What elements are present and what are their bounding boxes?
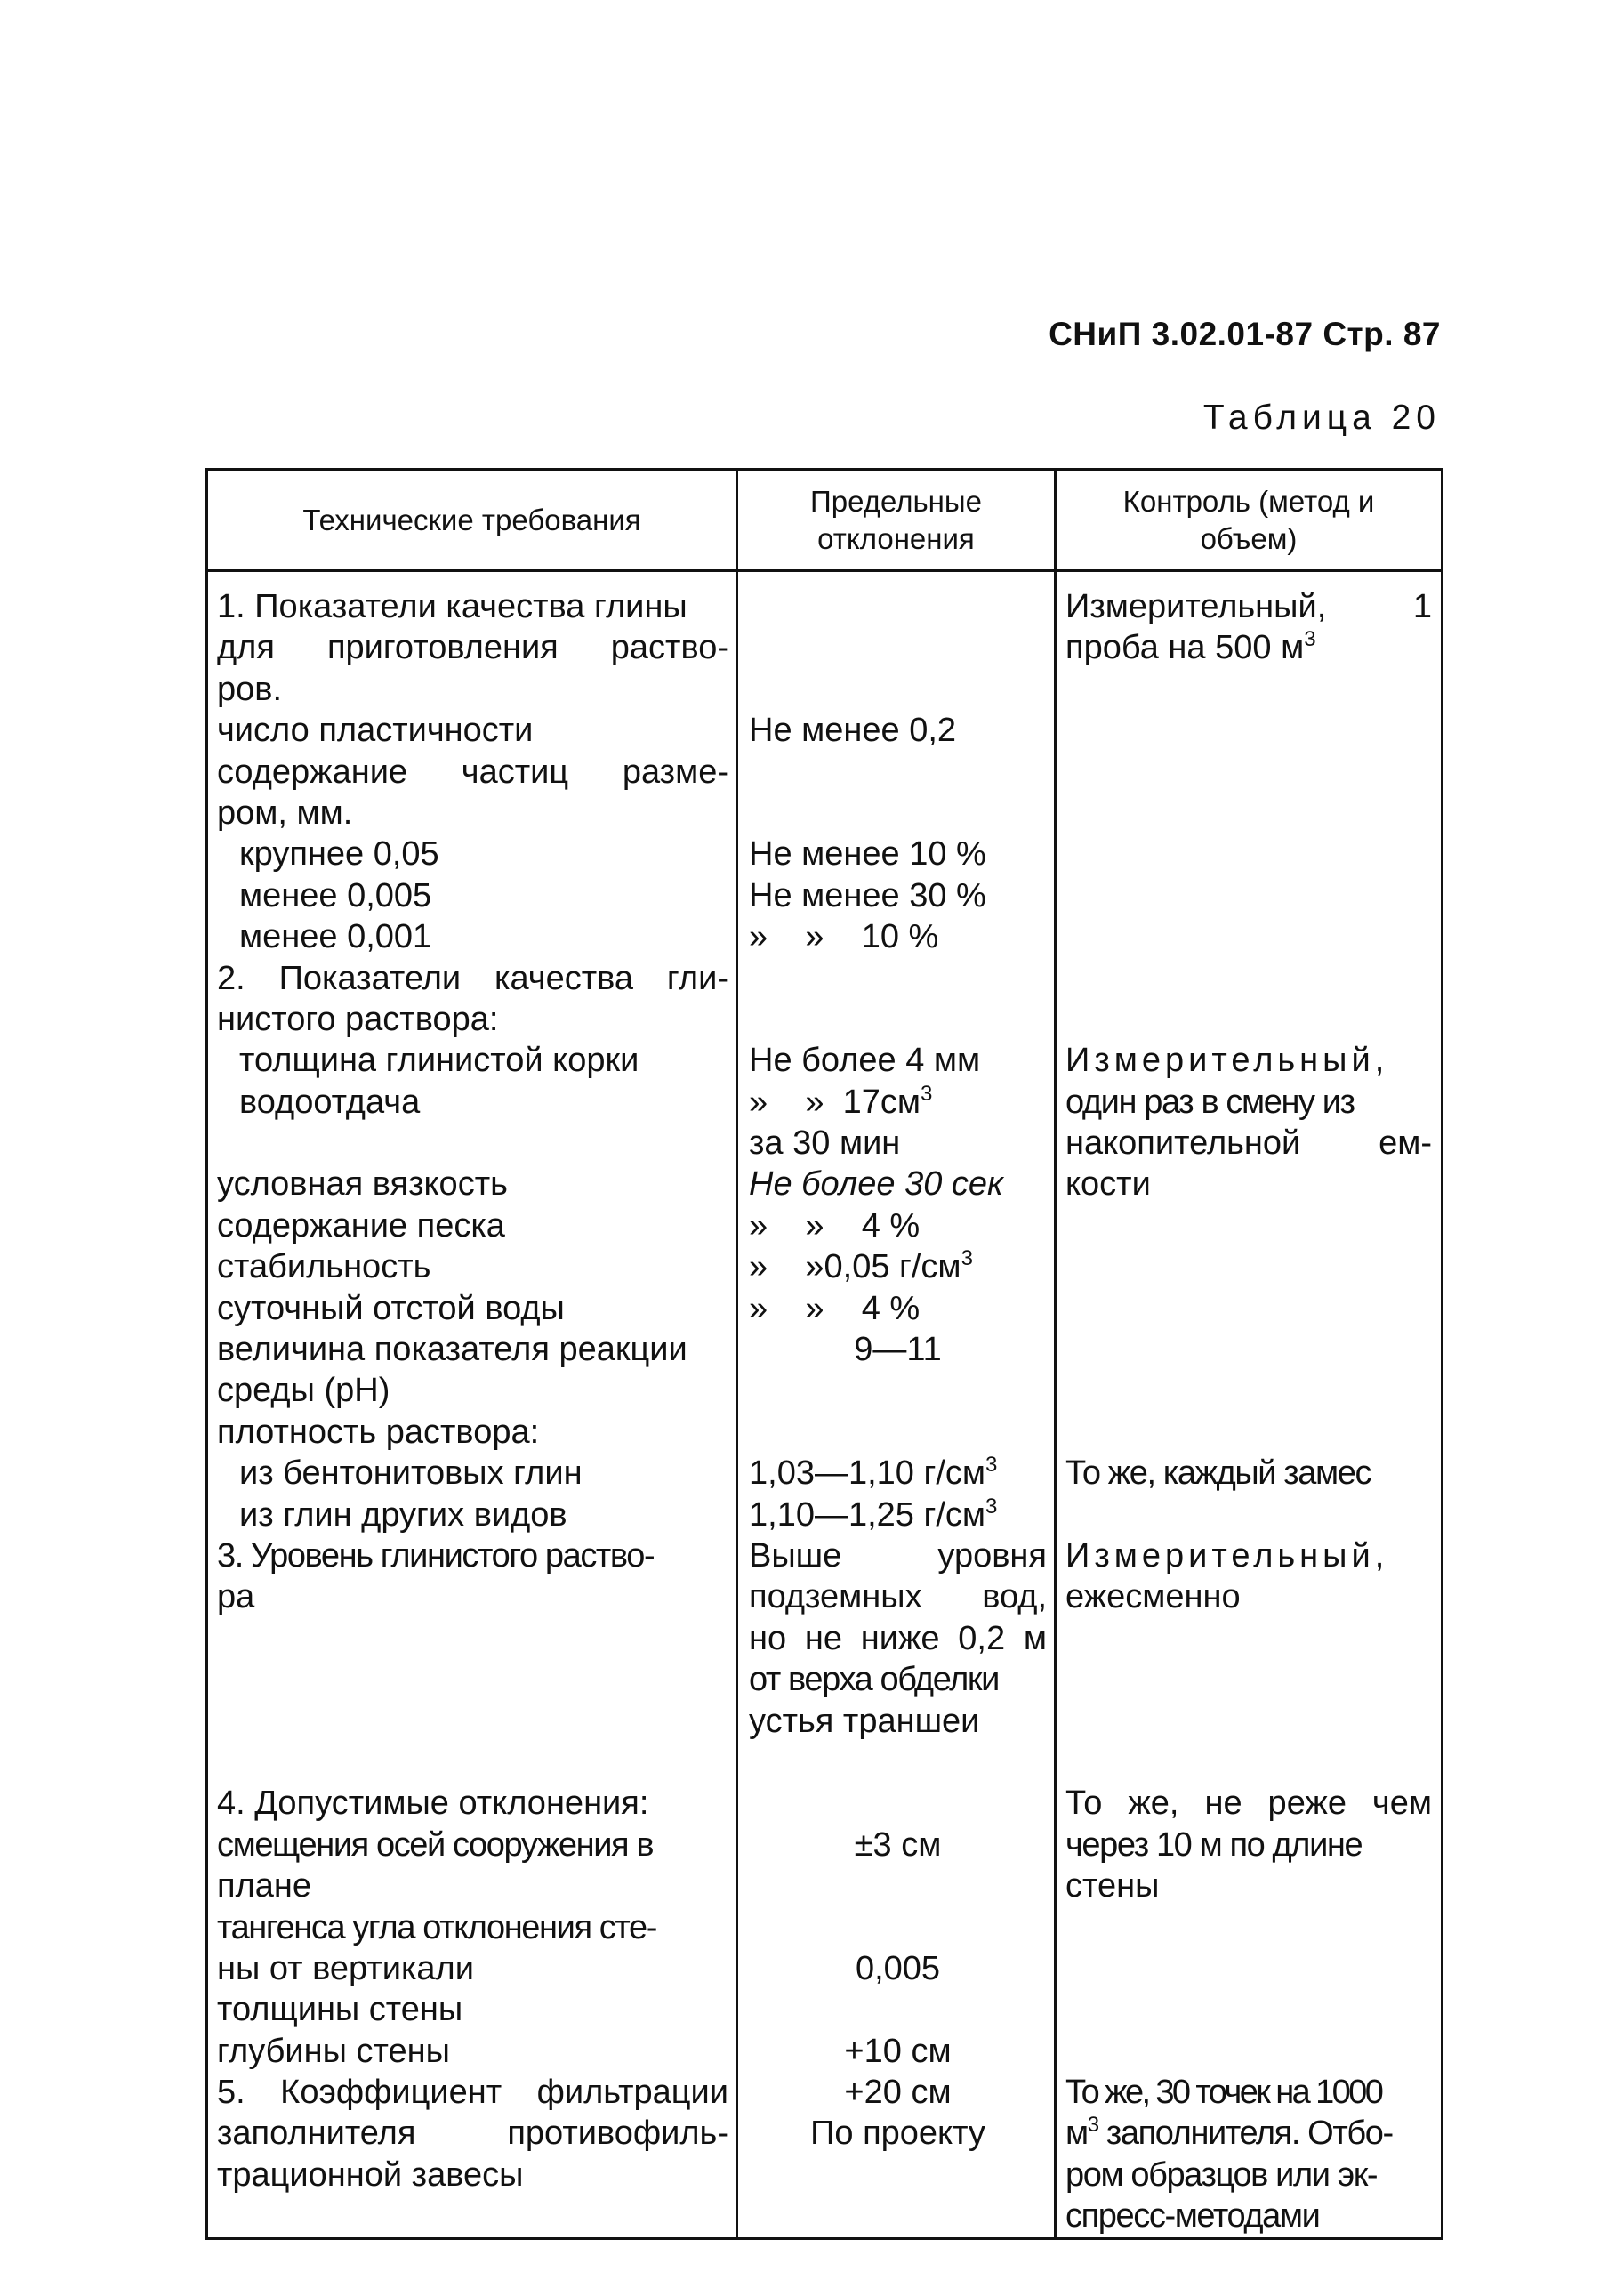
dev-line: подземных вод,: [749, 1578, 1047, 1616]
req-line: трационной завесы: [217, 2155, 524, 2194]
req-line: менее 0,005: [239, 876, 432, 914]
req-line: содержание песка: [217, 1206, 505, 1245]
dev-line: [749, 2155, 1047, 2195]
dev-line: [749, 669, 1047, 710]
req-line: [217, 1123, 728, 1164]
ctrl-line: накопительной ем-: [1065, 1124, 1432, 1163]
ctrl-line: стены: [1065, 1867, 1160, 1905]
ctrl-line: через 10 м по длине: [1065, 1825, 1363, 1864]
ctrl-line: [1065, 1370, 1432, 1411]
req-line: [217, 1742, 728, 1783]
superscript-three: 3: [985, 1494, 998, 1519]
dev-line: Выше уровня: [749, 1536, 1047, 1575]
req-line: глубины стены: [217, 2032, 450, 2070]
dev-line: По проекту: [810, 2115, 985, 2153]
dev-line: Не менее 30 %: [749, 876, 986, 914]
column-deviations: [737, 571, 1056, 2239]
superscript-three: 3: [1087, 2113, 1098, 2138]
dev-line: » » 10 %: [749, 918, 939, 956]
req-line: смещения осей сооружения в: [217, 1825, 654, 1864]
req-line: водоотдача: [239, 1083, 421, 1121]
ctrl-line: [1065, 834, 1432, 874]
dev-line: Не менее 0,2: [749, 712, 957, 750]
column-header-control: [1056, 470, 1443, 571]
ctrl-line: [1065, 1701, 1432, 1742]
req-line: [217, 1618, 728, 1659]
req-line: число пластичности: [217, 712, 534, 750]
dev-line: [749, 627, 1047, 668]
ctrl-line: [1065, 1618, 1432, 1659]
dev-line: +20 см: [844, 2074, 952, 2112]
req-line: 3. Уровень глинистого раство-: [217, 1536, 655, 1575]
req-line: заполнителя противофиль-: [217, 2115, 728, 2153]
dev-line: 1,03—1,10 $г/см^3$: [749, 1453, 998, 1493]
ctrl-line: кости: [1065, 1165, 1151, 1204]
ctrl-line: [1065, 1907, 1432, 1948]
dev-line: » » 4 %: [749, 1289, 921, 1327]
req-line: крупнее 0,05: [239, 835, 439, 874]
ctrl-line: [1065, 1246, 1432, 1287]
ctrl-line: ежесменно: [1065, 1578, 1241, 1616]
ctrl-line: Измерительный, 1: [1065, 588, 1432, 625]
dev-line: [749, 999, 1047, 1040]
ctrl-line: ром образцов или эк-: [1065, 2155, 1378, 2194]
ctrl-line: [1065, 1288, 1432, 1329]
dev-line: Не менее 10 %: [749, 835, 986, 874]
column-control: [1056, 571, 1443, 2239]
req-line: нистого раствора:: [217, 1000, 499, 1038]
dev-line: [749, 1742, 1047, 1783]
ctrl-line: [1065, 1329, 1432, 1370]
ctrl-line: То же, каждый замес: [1065, 1454, 1371, 1493]
ctrl-line: [1065, 1948, 1432, 1989]
dev-line: [749, 586, 1047, 627]
req-line: толщины стены: [217, 1991, 463, 2029]
dev-line: [749, 1865, 1047, 1906]
req-line: среды (pH): [217, 1372, 390, 1410]
column-header-deviations-text: Предельные отклонения: [810, 484, 982, 555]
column-header-deviations: [737, 470, 1056, 571]
req-line: суточный отстой воды: [217, 1289, 565, 1327]
req-line: [217, 1659, 728, 1700]
ctrl-line: [1065, 1989, 1432, 2030]
req-line: из бентонитовых глин: [239, 1454, 583, 1493]
ctrl-line: [1065, 2031, 1432, 2072]
dev-line: [749, 793, 1047, 834]
req-line: тангенса угла отклонения сте-: [217, 1908, 656, 1946]
ctrl-line: спресс-методами: [1065, 2197, 1320, 2236]
req-line: величина показателя реакции: [217, 1331, 687, 1369]
ctrl-line: [1065, 752, 1432, 793]
table-header-row: [207, 470, 1443, 571]
superscript-three: 3: [921, 1081, 933, 1106]
ctrl-line: То же, 30 точек на 1000: [1065, 2074, 1382, 2112]
dev-line: [749, 1412, 1047, 1453]
column-header-control-text: Контроль (метод и объем): [1122, 484, 1375, 555]
req-line: из глин других видов: [239, 1495, 567, 1534]
req-line: менее 0,001: [239, 918, 432, 956]
ctrl-line: [1065, 1494, 1432, 1535]
ctrl-line: [1065, 1205, 1432, 1246]
req-line: 1. Показатели качества глины: [217, 588, 687, 625]
ctrl-line: [1065, 1412, 1432, 1453]
table-caption: Таблица 20: [1202, 399, 1441, 437]
dev-line: ±3 см: [854, 1825, 942, 1864]
req-line: [217, 1701, 728, 1742]
req-line: плотность раствора:: [217, 1413, 540, 1451]
req-line: плане: [217, 1867, 312, 1905]
dev-line: [749, 1783, 1047, 1824]
ctrl-line: [1065, 875, 1432, 916]
req-line: 5. Коэффициент фильтрации: [217, 2074, 728, 2112]
dev-line: устья траншеи: [749, 1702, 980, 1740]
req-line: ра: [217, 1578, 255, 1616]
dev-line: +10 см: [844, 2032, 952, 2070]
dev-line: [749, 752, 1047, 793]
ctrl-line: [1065, 916, 1432, 957]
req-line: условная вязкость: [217, 1165, 508, 1204]
dev-line: [749, 1370, 1047, 1411]
dev-line: [749, 1989, 1047, 2030]
dev-line: » »0,05 $г/см^3$: [749, 1246, 973, 1286]
req-line: 2. Показатели качества гли-: [217, 959, 728, 997]
dev-line: » » 4 %: [749, 1206, 921, 1245]
dev-line: [749, 1907, 1047, 1948]
dev-line: Не более 4 мм: [749, 1042, 981, 1080]
ctrl-line: То же, не реже чем: [1065, 1785, 1432, 1823]
ctrl-line: Измерительный,: [1065, 1536, 1389, 1575]
req-line: для приготовления раство-: [217, 629, 728, 667]
dev-line: 1,10—1,25 $г/см^3$: [749, 1494, 998, 1534]
ctrl-line: [1065, 999, 1432, 1040]
ctrl-line: $м^3$ заполнителя. Отбо-: [1065, 2113, 1393, 2153]
req-line: стабильность: [217, 1248, 431, 1286]
req-line: ров.: [217, 670, 283, 708]
page-header: СНиП 3.02.01-87 Стр. 87: [1049, 316, 1441, 352]
table-body-row: [207, 571, 1443, 2239]
ctrl-line: Измерительный,: [1065, 1042, 1389, 1080]
dev-line: [749, 958, 1047, 999]
superscript-three: 3: [1304, 627, 1316, 652]
ctrl-line: [1065, 1742, 1432, 1783]
ctrl-line: [1065, 958, 1432, 999]
dev-line: от верха обделки: [749, 1661, 999, 1699]
dev-line: 0,005: [855, 1949, 941, 1987]
superscript-three: 3: [985, 1453, 998, 1478]
dev-line: » » $17см^3$: [749, 1081, 933, 1121]
ctrl-line: один раз в смену из: [1065, 1083, 1355, 1121]
ctrl-line: [1065, 669, 1432, 710]
superscript-three: 3: [961, 1246, 973, 1271]
column-header-requirements: Технические требования: [207, 470, 737, 571]
ctrl-line: проба на 500 $м^3$: [1065, 627, 1316, 667]
req-line: ны от вертикали: [217, 1949, 474, 1987]
req-line: толщина глинистой корки: [239, 1042, 639, 1080]
dev-line: [749, 2195, 1047, 2236]
req-line: ром, мм.: [217, 794, 353, 832]
dev-line: за 30 мин: [749, 1124, 901, 1163]
column-requirements: [207, 571, 737, 2239]
ctrl-line: [1065, 1659, 1432, 1700]
ctrl-line: [1065, 710, 1432, 751]
dev-line: но не ниже 0,2 м: [749, 1619, 1047, 1657]
requirements-table: [205, 468, 1443, 2240]
req-line: 4. Допустимые отклонения:: [217, 1785, 649, 1823]
ctrl-line: [1065, 793, 1432, 834]
dev-line: 9—11: [854, 1331, 942, 1369]
req-line: содержание частиц разме-: [217, 753, 728, 791]
dev-line: Не более 30 сек: [749, 1165, 1003, 1204]
